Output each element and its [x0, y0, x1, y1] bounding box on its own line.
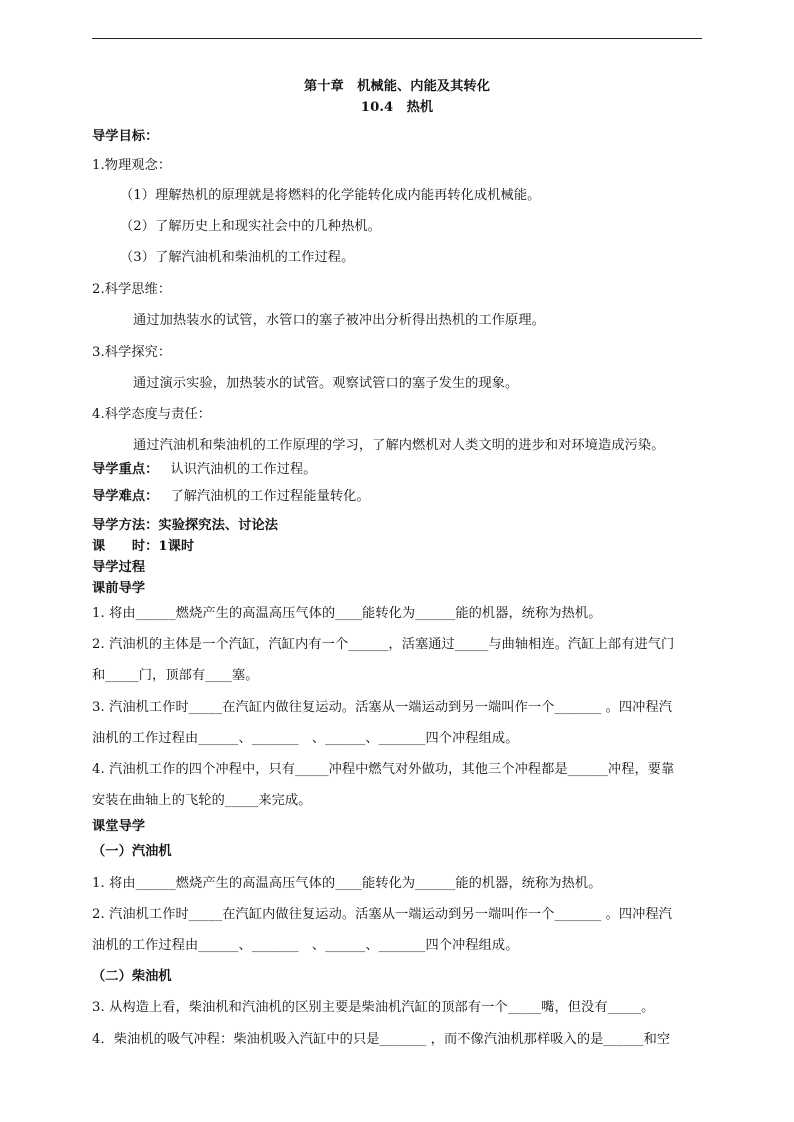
inclass-q1: 1. 将由______燃烧产生的高温高压气体的____能转化为______能的机器，统称为热机。 [92, 876, 602, 891]
goal-2-text: 通过加热装水的试管，水管口的塞子被冲出分析得出热机的工作原理。 [133, 313, 545, 328]
preclass-q3-line2: 油机的工作过程由______、_______ 、______、_______四个冲程组成。 [92, 731, 519, 746]
inclass-q4: 4．柴油机的吸气冲程：柴油机吸入汽缸中的只是_______ ，而不像汽油机那样吸入的是______和空 [92, 1032, 671, 1047]
goal-2-title: 2.科学思维： [92, 282, 172, 297]
goals-heading: 导学目标： [92, 129, 159, 144]
difficulty-label: 导学难点： [92, 489, 159, 504]
preclass-q2-line1: 2. 汽油机的主体是一个汽缸，汽缸内有一个______，活塞通过_____与曲轴相连。汽缸上部有进气门 [92, 637, 675, 652]
preclass-heading: 课前导学 [92, 581, 146, 596]
preclass-q1: 1. 将由______燃烧产生的高温高压气体的____能转化为______能的机器，统称为热机。 [92, 606, 602, 621]
goal-1-item: （1）理解热机的原理就是将燃料的化学能转化成内能再转化成机械能。 [120, 188, 541, 203]
goal-1-title: 1.物理观念： [92, 158, 172, 173]
goal-4-title: 4.科学态度与责任： [92, 407, 212, 422]
key-point-label: 导学重点： [92, 462, 159, 477]
part1-heading: （一）汽油机 [92, 844, 172, 859]
goal-4-text: 通过汽油机和柴油机的工作原理的学习，了解内燃机对人类文明的进步和对环境造成污染。 [133, 438, 665, 453]
period-line: 课 时：1课时 [92, 539, 195, 554]
goal-3-text: 通过演示实验，加热装水的试管。观察试管口的塞子发生的现象。 [133, 376, 519, 391]
inclass-heading: 课堂导学 [92, 819, 146, 834]
goal-1-item: （2）了解历史上和现实社会中的几种热机。 [120, 219, 381, 234]
key-point-text: 认识汽油机的工作过程。 [170, 462, 317, 477]
chapter-title: 第十章 机械能、内能及其转化 [303, 79, 491, 94]
goal-3-title: 3.科学探究： [92, 345, 172, 360]
preclass-q3-line1: 3. 汽油机工作时_____在汽缸内做往复运动。活塞从一端运动到另一端叫作一个_______ 。四冲程汽 [92, 700, 673, 715]
part2-heading: （二）柴油机 [92, 969, 172, 984]
difficulty-text: 了解汽油机的工作过程能量转化。 [170, 489, 370, 504]
preclass-q4-line2: 安装在曲轴上的飞轮的_____来完成。 [92, 793, 312, 808]
inclass-q3: 3. 从构造上看，柴油机和汽油机的区别主要是柴油机汽缸的顶部有一个_____嘴，但没有_____。 [92, 1000, 655, 1015]
goal-1-item: （3）了解汽油机和柴油机的工作过程。 [120, 250, 355, 265]
preclass-q4-line1: 4. 汽油机工作的四个冲程中，只有_____冲程中燃气对外做功，其他三个冲程都是______冲程，要靠 [92, 762, 675, 777]
header-rule [92, 38, 702, 39]
inclass-q2-line1: 2. 汽油机工作时_____在汽缸内做往复运动。活塞从一端运动到另一端叫作一个_______ 。四冲程汽 [92, 907, 673, 922]
section-title: 10.4 热机 [360, 100, 434, 115]
preclass-q2-line2: 和_____门，顶部有____塞。 [92, 668, 259, 683]
difficulty [92, 488, 708, 506]
method-line: 导学方法：实验探究法、讨论法 [92, 518, 279, 533]
key-point [92, 461, 708, 479]
inclass-q2-line2: 油机的工作过程由______、_______ 、______、_______四个冲程组成。 [92, 938, 519, 953]
process-heading: 导学过程 [92, 560, 146, 575]
